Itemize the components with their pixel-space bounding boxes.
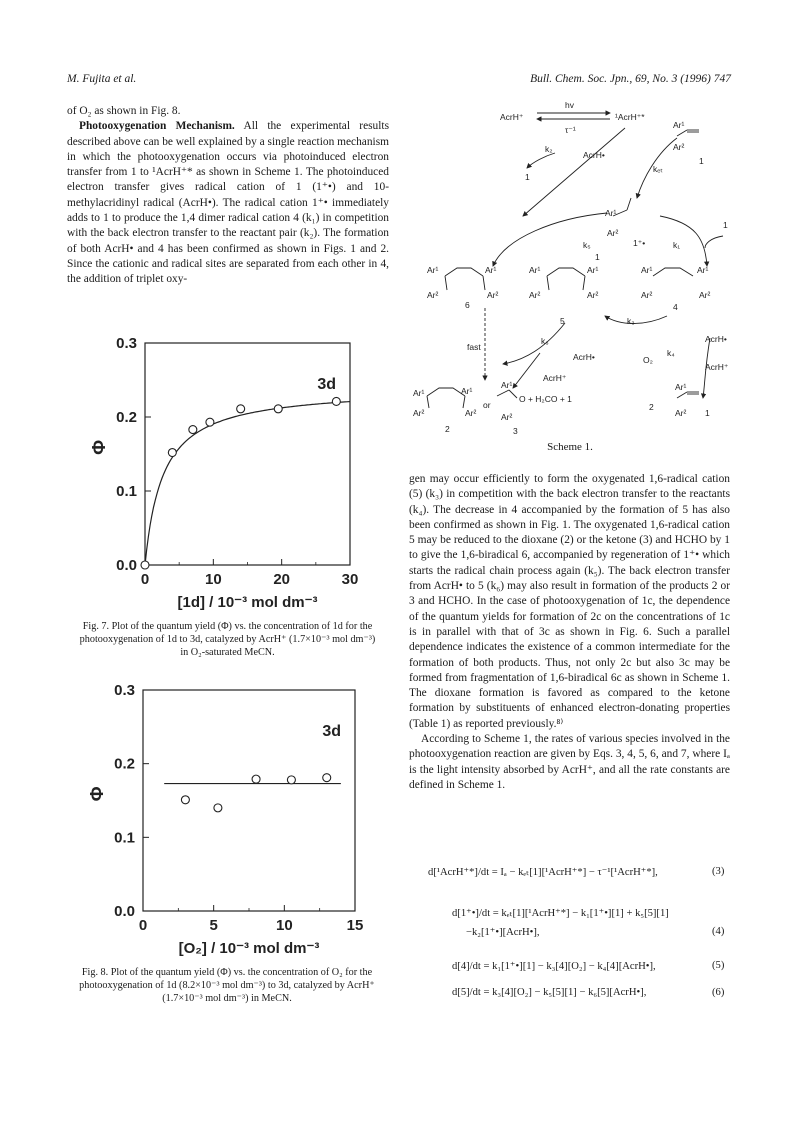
scheme-k4: k₄: [667, 348, 675, 358]
scheme-ar2-bottom: Ar²: [675, 408, 687, 418]
scheme-k3: k₃: [627, 316, 635, 326]
data-point: [252, 775, 260, 783]
scheme-label-5: 5: [560, 316, 565, 326]
scheme-label-2-right: 2: [649, 402, 654, 412]
scheme-label-6: 6: [465, 300, 470, 310]
figure-8-plot: [87, 682, 363, 957]
scheme-o2: O₂: [643, 355, 653, 365]
running-header-authors: M. Fujita et al.: [67, 73, 137, 85]
data-point: [189, 426, 197, 434]
y-tick-label: 0.1: [114, 829, 135, 847]
scheme-ket: kₑₜ: [653, 164, 663, 174]
equation-4-line-1: d[1⁺•]/dt = kₑₜ[1][¹AcrH⁺*] − k₁[1⁺•][1] + k₅[5][1]: [452, 908, 669, 919]
x-tick-label: 15: [346, 917, 364, 934]
x-tick-label: 30: [341, 571, 359, 588]
scheme-ar1-mid: Ar¹: [605, 208, 617, 218]
y-tick-label: 0.3: [114, 682, 135, 699]
scheme-1-bottom: 1: [705, 408, 710, 418]
scheme-label-3: 3: [513, 426, 518, 436]
x-tick-label: 0: [138, 917, 148, 934]
scheme-ar2-6b: Ar²: [487, 290, 499, 300]
paragraph-mechanism: [67, 119, 389, 287]
equation-6: d[5]/dt = k₃[4][O₂] − k₅[5][1] − k₆[5][AcrH•],: [452, 987, 647, 998]
scheme-or: or: [483, 400, 491, 410]
scheme-ar2-2b: Ar²: [465, 408, 477, 418]
scheme-1-diagram: [405, 98, 735, 438]
paragraph-oxygenation: gen may occur efficiently to form the oxygenated 1,6-radical cation (5) (k₃) in competition with the back electron transfer to the reactants (k₄). The decrease in 4 accompanied by the formation of 5 has also been confirmed as shown in Fig. 1. The oxygenated 1,6-radical cation 5 may be reduced to the dioxane (2) or the ketone (3) and HCHO by 1 to give the 1,6-biradical 6, accompanied by regeneration of 1⁺• which starts the radical chain process again (k₅). The back electron transfer from AcrH• to 5 (k₆) may also result in formation of the products 2 or 3 and HCHO. In the case of photooxygenation of 1c, the dependence of the quantum yields for formation of 2c on the concentrations of 1c is in parallel with that of 3c as shown in Fig. 6. Such a parallel dependence indicates the existence of a common intermediate for the formation of both products. Thus, not only 2c but also 3c may be formed from fragmentation of 1,6-biradical 6c as shown in Scheme 1. The dioxane formation is favored as compared to the ketone formation by substituents of enhanced electron-donating properties (Table 1) as reported previously.⁸⁾: [409, 473, 730, 730]
scheme-ar2-2: Ar²: [413, 408, 425, 418]
scheme-acrh-plus: AcrH⁺: [500, 112, 524, 122]
scheme-ar1-bottom: Ar¹: [675, 382, 687, 392]
equation-4-number: (4): [712, 926, 725, 937]
right-column-text: [409, 472, 730, 793]
data-point: [237, 405, 245, 413]
equation-6-number: (6): [712, 987, 725, 998]
scheme-1-mid: 1: [595, 252, 600, 262]
data-point: [181, 796, 189, 804]
series-label: 3d: [317, 376, 336, 393]
y-tick-label: 0.3: [116, 335, 137, 352]
data-point: [206, 418, 214, 426]
scheme-k1: k₁: [673, 240, 681, 250]
scheme-ar1-4b: Ar¹: [697, 265, 709, 275]
scheme-acrh-radical-3: AcrH•: [705, 334, 727, 344]
y-tick-label: 0.0: [114, 903, 135, 920]
equation-4-line-2: −k₂[1⁺•][AcrH•],: [466, 927, 540, 938]
scheme-ar1-5: Ar¹: [529, 265, 541, 275]
scheme-excited-acrh: ¹AcrH⁺*: [615, 112, 645, 122]
x-tick-label: 20: [273, 571, 291, 588]
scheme-tau: τ⁻¹: [565, 125, 576, 135]
x-tick-label: 10: [275, 917, 293, 934]
data-point: [168, 449, 176, 457]
figure-8-chart: [75, 680, 385, 962]
paragraph-o2-fig8: of O₂ as shown in Fig. 8.: [67, 105, 181, 117]
figure-7-chart: [75, 330, 385, 620]
scheme-ar2-3: Ar²: [501, 412, 513, 422]
scheme-acrh-plus-3: AcrH⁺: [705, 362, 729, 372]
y-tick-label: 0.2: [116, 409, 137, 426]
scheme-ar1-3: Ar¹: [501, 380, 513, 390]
equation-3: d[¹AcrH⁺*]/dt = Iₐ − kₑₜ[1][¹AcrH⁺*] − τ⁻¹[¹AcrH⁺*],: [428, 867, 658, 878]
scheme-label-2: 2: [445, 424, 450, 434]
series-label: 3d: [322, 723, 341, 740]
scheme-k6: k₆: [541, 336, 549, 346]
scheme-ar2-5: Ar²: [529, 290, 541, 300]
scheme-ar2-4: Ar²: [641, 290, 653, 300]
x-axis-label: [O₂] / 10⁻³ mol dm⁻³: [178, 940, 320, 957]
scheme-ar1-4: Ar¹: [641, 265, 653, 275]
scheme-k2: k₂: [545, 144, 553, 154]
y-tick-label: 0.0: [116, 557, 137, 574]
running-header-journal: Bull. Chem. Soc. Jpn., 69, No. 3 (1996) 747: [530, 73, 731, 85]
x-tick-label: 5: [209, 917, 218, 934]
x-tick-label: 10: [204, 571, 222, 588]
scheme-k5: k₅: [583, 240, 591, 250]
paragraph-rates: According to Scheme 1, the rates of various species involved in the photooxygenation reaction are given by Eqs. 3, 4, 5, 6, and 7, where Iₐ is the light intensity absorbed by AcrH⁺, and all the rate constants are defined in Scheme 1.: [409, 733, 730, 791]
y-tick-label: 0.1: [116, 483, 137, 500]
x-tick-label: 0: [140, 571, 150, 588]
y-tick-label: 0.2: [114, 755, 135, 773]
section-heading-mechanism: Photooxygenation Mechanism.: [79, 120, 235, 133]
y-axis-label: Φ: [87, 786, 107, 802]
figure-7-caption: Fig. 7. Plot of the quantum yield (Φ) vs. the concentration of 1d for the photooxygenation of 1d to 3d, catalyzed by AcrH⁺ (1.7×10⁻³ mol dm⁻³) in O₂-saturated MeCN.: [79, 621, 376, 658]
figure-8-caption: Fig. 8. Plot of the quantum yield (Φ) vs. the concentration of O₂ for the photooxygenation of 1d (8.2×10⁻³ mol dm⁻³) to 3d, catalyzed by AcrH⁺ (1.7×10⁻³ mol dm⁻³) in MeCN.: [79, 967, 375, 1004]
scheme-ar1-6b: Ar¹: [485, 265, 497, 275]
figure-7-plot: [89, 335, 358, 611]
equation-5: d[4]/dt = k₁[1⁺•][1] − k₃[4][O₂] − k₄[4][AcrH•],: [452, 961, 656, 972]
data-point: [323, 774, 331, 782]
scheme-ar2-4b: Ar²: [699, 290, 711, 300]
data-point: [141, 561, 149, 569]
equation-5-number: (5): [712, 960, 725, 971]
scheme-ar1-2b: Ar¹: [461, 386, 473, 396]
scheme-ar1-top: Ar¹: [673, 120, 685, 130]
scheme-acrh-radical-2: AcrH•: [573, 352, 595, 362]
data-point: [214, 804, 222, 812]
scheme-acrh-radical: AcrH•: [583, 150, 605, 160]
scheme-ar2-6: Ar²: [427, 290, 439, 300]
scheme-1-top: 1: [699, 156, 704, 166]
data-point: [332, 397, 340, 405]
fit-curve: [145, 402, 350, 565]
scheme-label-4: 4: [673, 302, 678, 312]
y-axis-label: Φ: [89, 439, 109, 455]
scheme-ar1-5b: Ar¹: [587, 265, 599, 275]
scheme-acrh-plus-2: AcrH⁺: [543, 373, 567, 383]
scheme-reactant-1: 1: [525, 172, 530, 182]
scheme-1-caption: Scheme 1.: [547, 441, 593, 453]
scheme-ar2-5b: Ar²: [587, 290, 599, 300]
scheme-ar1-6: Ar¹: [427, 265, 439, 275]
left-column-text: [67, 104, 389, 288]
data-point: [274, 405, 282, 413]
scheme-ar1-2: Ar¹: [413, 388, 425, 398]
paragraph-mechanism-body: All the experimental results described above can be well explained by a single reaction mechanism in which the photooxygenation occurs via photoinduced electron transfer from 1 to ¹AcrH⁺* as shown in Scheme 1. The photoinduced electron transfer gives radical cation of 1 (1⁺•) and 10-methylacridinyl radical (AcrH•). The radical cation 1⁺• immediately adds to 1 to produce the 1,4 dimer radical cation 4 (k₁) in competition with the back electron transfer to the reactant pair (k₂). The formation of both AcrH• and 4 has been confirmed as shown in Figs. 1 and 2. Since the cationic and radical sites are separated from each other in 4, the addition of triplet oxy-: [67, 120, 390, 286]
scheme-hv: hv: [565, 100, 574, 110]
scheme-radical-cation: 1⁺•: [633, 238, 646, 248]
scheme-1-right: 1: [723, 220, 728, 230]
x-axis-label: [1d] / 10⁻³ mol dm⁻³: [177, 594, 318, 611]
data-point: [287, 776, 295, 784]
scheme-ar2-mid: Ar²: [607, 228, 619, 238]
scheme-fast: fast: [467, 342, 481, 352]
scheme-ar2-top: Ar²: [673, 142, 685, 152]
scheme-ketone-tail: O + H₂CO + 1: [519, 394, 572, 404]
equation-3-number: (3): [712, 866, 725, 877]
